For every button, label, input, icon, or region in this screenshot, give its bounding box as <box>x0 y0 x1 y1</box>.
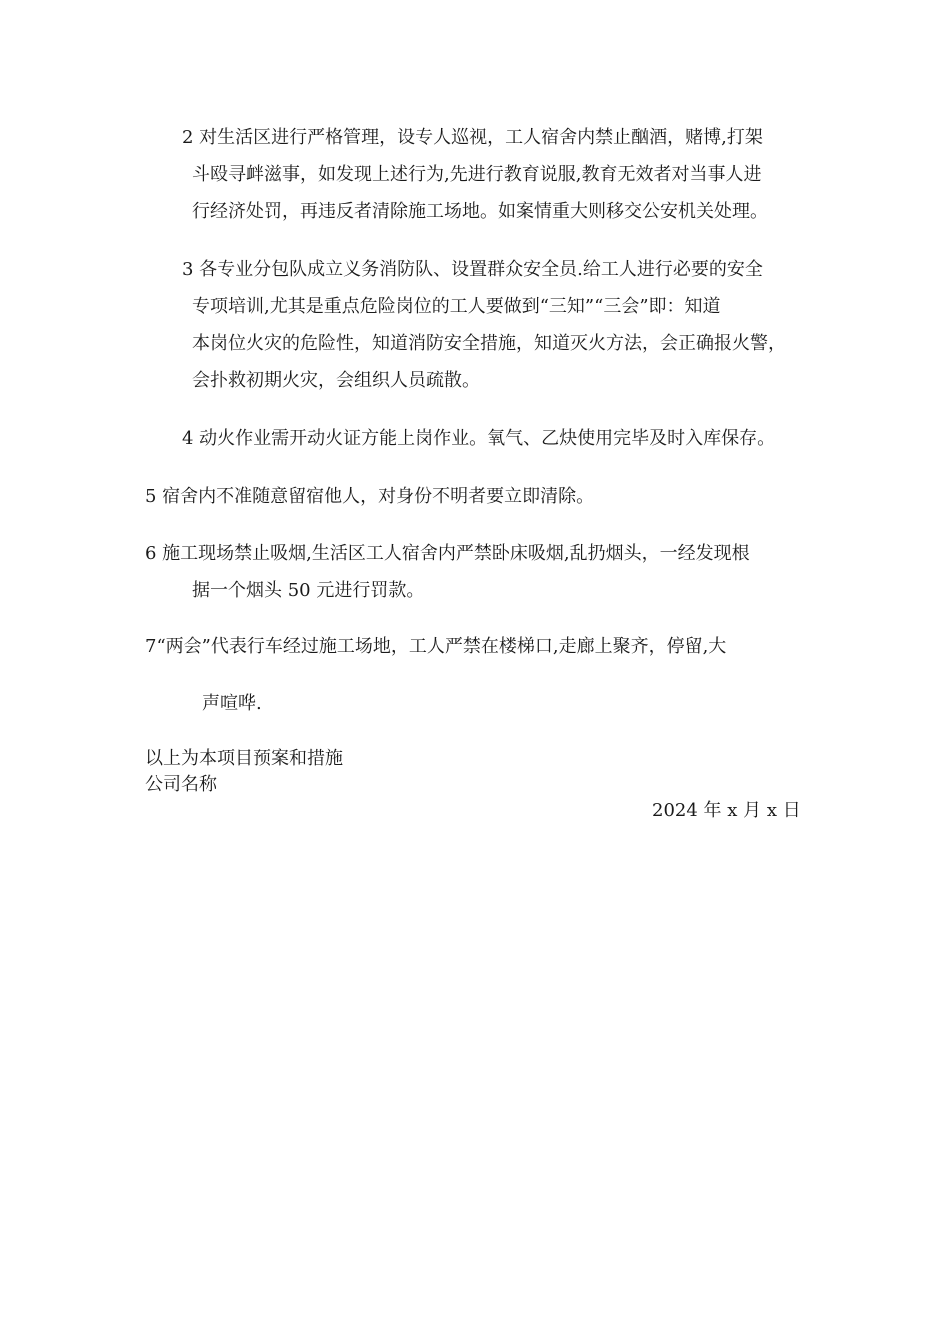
item-7-line-1: 7“两会”代表行车经过施工场地，工人严禁在楼梯口,走廊上聚齐，停留,大 <box>145 636 727 657</box>
document-date: 2024 年 x 月 x 日 <box>652 800 801 821</box>
item-3-line-4: 会扑救初期火灾，会组织人员疏散。 <box>192 370 480 391</box>
item-5-line-1: 5 宿舍内不准随意留宿他人，对身份不明者要立即清除。 <box>145 486 595 507</box>
item-2-line-3: 行经济处罚，再违反者清除施工场地。如案情重大则移交公安机关处理。 <box>192 201 768 222</box>
closing-summary: 以上为本项目预案和措施 <box>145 748 343 769</box>
item-3-line-3: 本岗位火灾的危险性，知道消防安全措施，知道灭火方法，会正确报火警， <box>192 333 786 354</box>
item-6-line-1: 6 施工现场禁止吸烟,生活区工人宿舍内严禁卧床吸烟,乱扔烟头，一经发现根 <box>145 543 750 564</box>
item-4-line-1: 4 动火作业需开动火证方能上岗作业。氧气、乙炔使用完毕及时入库保存。 <box>182 428 776 449</box>
company-name: 公司名称 <box>145 774 217 795</box>
item-3-line-1: 3 各专业分包队成立义务消防队、设置群众安全员.给工人进行必要的安全 <box>182 259 763 280</box>
item-7-line-2: 声喧哗. <box>202 693 262 714</box>
item-3-line-2: 专项培训,尤其是重点危险岗位的工人要做到“三知”“三会”即：知道 <box>192 296 721 317</box>
item-2-line-2: 斗殴寻衅滋事，如发现上述行为,先进行教育说服,教育无效者对当事人进 <box>192 164 762 185</box>
item-6-line-2: 据一个烟头 50 元进行罚款。 <box>192 580 425 601</box>
item-2-line-1: 2 对生活区进行严格管理，设专人巡视，工人宿舍内禁止酗酒，赌博,打架 <box>182 127 763 148</box>
